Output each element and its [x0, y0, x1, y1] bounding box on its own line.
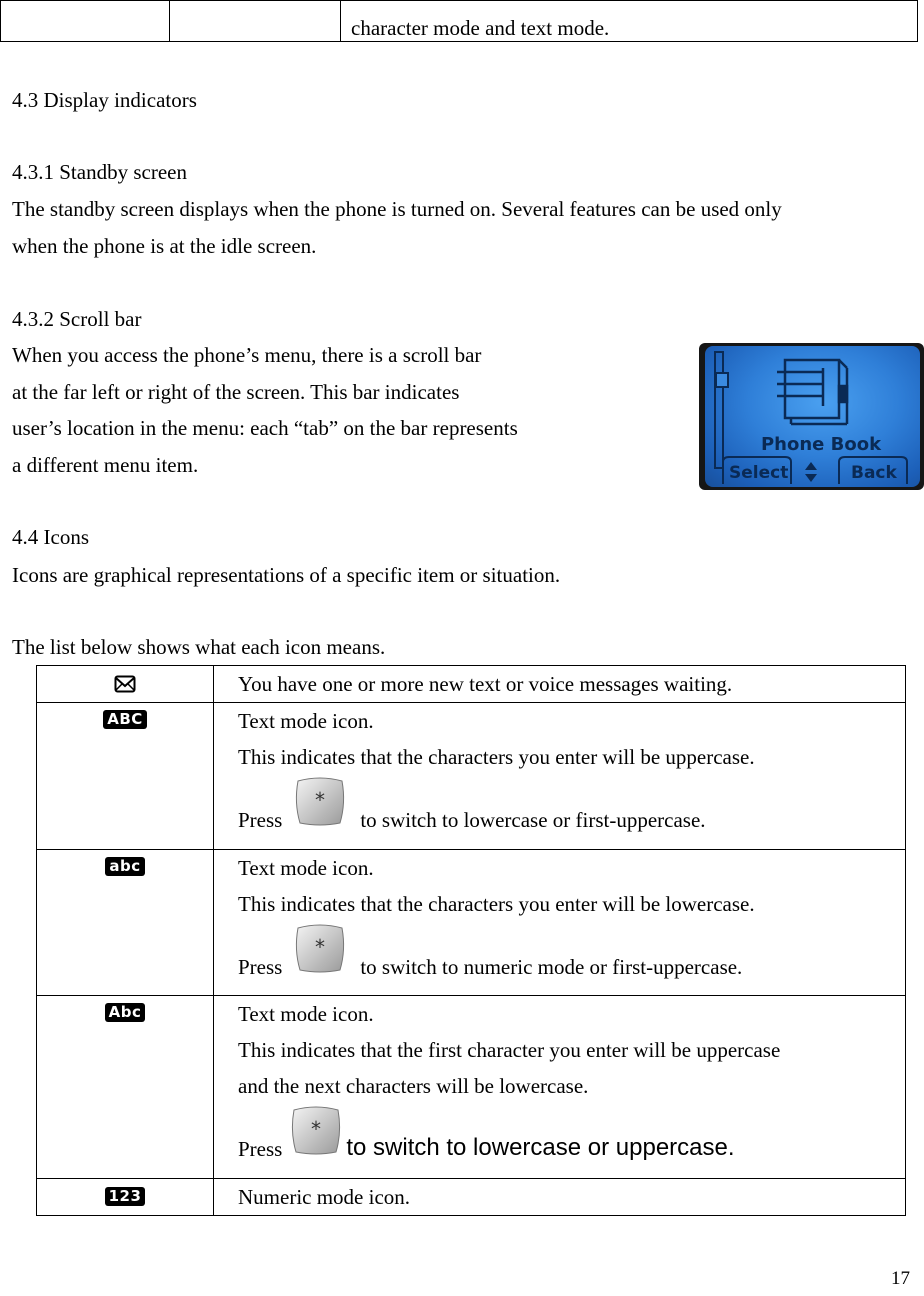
svg-text:*: *: [315, 935, 326, 959]
icon-cell: [37, 1179, 214, 1216]
desc-line: and the next characters will be lowercase.: [238, 1074, 589, 1098]
lowercase-mode-icon: abc: [105, 857, 144, 876]
table-row: [37, 996, 906, 1179]
paragraph-line: Icons are graphical representations of a specific item or situation.: [12, 563, 561, 587]
screen-title: Phone Book: [760, 434, 882, 455]
desc-cell: [214, 703, 906, 850]
envelope-icon: [114, 675, 136, 693]
svg-text:*: *: [311, 1117, 322, 1141]
desc-line: Numeric mode icon.: [238, 1185, 411, 1209]
paragraph-line: The standby screen displays when the phone is turned on. Several features can be used only: [12, 197, 782, 221]
section-heading: 4.3 Display indicators: [12, 88, 197, 112]
icon-cell: [37, 666, 214, 703]
desc-cell: [214, 996, 906, 1179]
paragraph-line: user’s location in the menu: each “tab” on the bar represents: [12, 416, 518, 440]
down-arrow-icon: [805, 474, 817, 482]
section-heading: 4.3.1 Standby screen: [12, 160, 187, 184]
desc-cell: [214, 666, 906, 703]
press-after: to switch to numeric mode or first-uppercase.: [360, 955, 743, 979]
paragraph-line: a different menu item.: [12, 453, 199, 477]
press-label: Press: [238, 1137, 283, 1161]
press-after: to switch to lowercase or first-uppercase.: [360, 808, 706, 832]
paragraph-line: at the far left or right of the screen. This bar indicates: [12, 380, 460, 404]
table-row: [37, 1179, 906, 1216]
svg-text:*: *: [315, 788, 326, 812]
uppercase-mode-icon: ABC: [103, 710, 147, 729]
section-heading: 4.4 Icons: [12, 525, 89, 549]
table-cell: [170, 1, 341, 41]
press-line: [238, 775, 905, 833]
desc-line: Text mode icon.: [238, 1002, 374, 1026]
phone-lcd: [705, 346, 920, 487]
press-label: Press: [238, 955, 283, 979]
desc-cell: [214, 850, 906, 996]
desc-cell: [214, 1179, 906, 1216]
press-after: to switch to lowercase or uppercase.: [346, 1134, 735, 1161]
desc-line: This indicates that the characters you enter will be lowercase.: [238, 892, 755, 916]
desc-line: This indicates that the characters you enter will be uppercase.: [238, 745, 755, 769]
table-cell-text: character mode and text mode.: [351, 16, 610, 40]
icon-cell: [37, 996, 214, 1179]
page-number: 17: [891, 1268, 910, 1289]
section-heading: 4.3.2 Scroll bar: [12, 307, 142, 331]
icon-cell: [37, 703, 214, 850]
scroll-bar-icon: [715, 352, 729, 468]
desc-line: This indicates that the first character you enter will be uppercase: [238, 1038, 781, 1062]
desc-line: Text mode icon.: [238, 856, 374, 880]
paragraph-line: when the phone is at the idle screen.: [12, 234, 317, 258]
icon-cell: [37, 850, 214, 996]
icons-table: [36, 665, 906, 1216]
press-line: [238, 1104, 905, 1162]
table-row: [37, 703, 906, 850]
star-key-icon: [292, 773, 348, 829]
phone-screen-image: [699, 343, 924, 490]
press-label: Press: [238, 808, 283, 832]
press-line: [238, 922, 905, 980]
top-table-fragment: [0, 0, 918, 42]
paragraph-line: The list below shows what each icon means.: [12, 635, 386, 659]
table-row: [37, 666, 906, 703]
star-key-icon: [292, 920, 348, 976]
paragraph-line: When you access the phone’s menu, there is a scroll bar: [12, 343, 482, 367]
first-uppercase-mode-icon: Abc: [105, 1003, 146, 1022]
desc-line: You have one or more new text or voice messages waiting.: [238, 672, 733, 696]
left-softkey-label: Select: [729, 463, 789, 483]
right-softkey-label: Back: [851, 463, 897, 483]
numeric-mode-icon: 123: [105, 1187, 146, 1206]
star-key-icon: [288, 1102, 344, 1158]
phone-book-icon: [777, 360, 847, 424]
up-arrow-icon: [805, 462, 817, 470]
table-cell: [1, 1, 170, 41]
desc-line: Text mode icon.: [238, 709, 374, 733]
table-row: [37, 850, 906, 996]
